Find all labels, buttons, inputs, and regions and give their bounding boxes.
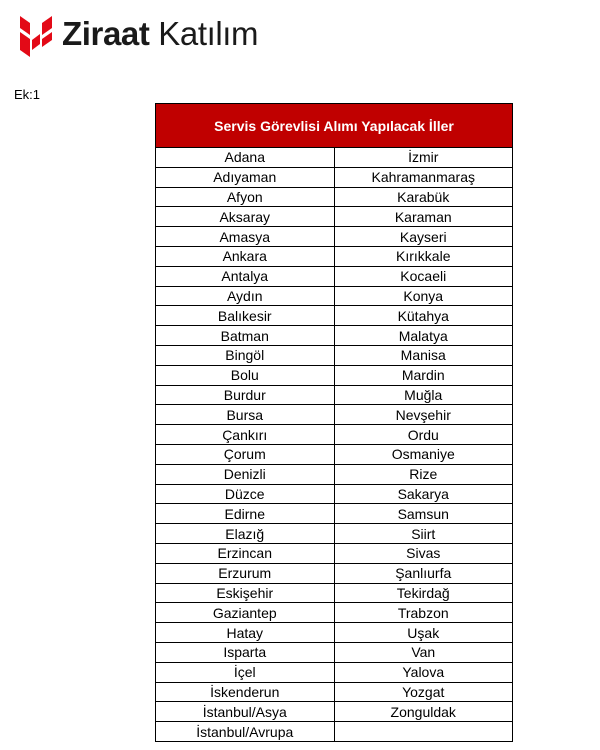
city-cell-left: Çorum bbox=[156, 444, 335, 464]
city-cell-right: Kahramanmaraş bbox=[334, 167, 513, 187]
city-cell-right: Tekirdağ bbox=[334, 583, 513, 603]
table-row bbox=[156, 484, 513, 504]
table-row bbox=[156, 583, 513, 603]
city-cell-right bbox=[334, 722, 513, 742]
city-cell-left: İskenderun bbox=[156, 682, 335, 702]
table-row bbox=[156, 623, 513, 643]
city-cell-right: Sivas bbox=[334, 543, 513, 563]
city-cell-left: Adıyaman bbox=[156, 167, 335, 187]
city-cell-right: Rize bbox=[334, 464, 513, 484]
city-cell-left: Hatay bbox=[156, 623, 335, 643]
city-cell-right: Kütahya bbox=[334, 306, 513, 326]
city-cell-right: Kocaeli bbox=[334, 266, 513, 286]
table-row bbox=[156, 167, 513, 187]
city-cell-left: Çankırı bbox=[156, 425, 335, 445]
city-cell-left: İstanbul/Asya bbox=[156, 702, 335, 722]
table-row bbox=[156, 682, 513, 702]
city-cell-right: Kırıkkale bbox=[334, 246, 513, 266]
table-row bbox=[156, 405, 513, 425]
city-cell-right: Nevşehir bbox=[334, 405, 513, 425]
table-row bbox=[156, 504, 513, 524]
table-row bbox=[156, 464, 513, 484]
table-row bbox=[156, 722, 513, 742]
city-cell-left: Gaziantep bbox=[156, 603, 335, 623]
ziraat-wheat-icon bbox=[19, 14, 53, 58]
city-cell-right: İzmir bbox=[334, 148, 513, 168]
table-row bbox=[156, 207, 513, 227]
city-cell-left: İstanbul/Avrupa bbox=[156, 722, 335, 742]
table-row bbox=[156, 425, 513, 445]
city-cell-left: Amasya bbox=[156, 227, 335, 247]
table-row bbox=[156, 365, 513, 385]
table-row bbox=[156, 286, 513, 306]
logo-brand: Ziraat bbox=[62, 15, 150, 52]
company-logo bbox=[19, 13, 279, 59]
city-cell-right: Osmaniye bbox=[334, 444, 513, 464]
city-cell-right: Manisa bbox=[334, 345, 513, 365]
table-row bbox=[156, 148, 513, 168]
city-cell-left: Bolu bbox=[156, 365, 335, 385]
table-row bbox=[156, 603, 513, 623]
table-row bbox=[156, 662, 513, 682]
city-cell-right: Karabük bbox=[334, 187, 513, 207]
city-cell-left: Düzce bbox=[156, 484, 335, 504]
city-cell-right: Sakarya bbox=[334, 484, 513, 504]
table-body bbox=[156, 148, 513, 742]
city-cell-left: Edirne bbox=[156, 504, 335, 524]
table-header-row bbox=[156, 104, 513, 148]
city-cell-right: Yalova bbox=[334, 662, 513, 682]
city-cell-right: Van bbox=[334, 642, 513, 662]
city-cell-left: Ankara bbox=[156, 246, 335, 266]
city-cell-left: Bingöl bbox=[156, 345, 335, 365]
city-cell-right: Samsun bbox=[334, 504, 513, 524]
table-row bbox=[156, 326, 513, 346]
document-label: Ek:1 bbox=[14, 87, 41, 102]
table-row bbox=[156, 524, 513, 544]
city-cell-left: Afyon bbox=[156, 187, 335, 207]
table-row bbox=[156, 227, 513, 247]
city-cell-left: Isparta bbox=[156, 642, 335, 662]
city-cell-right: Malatya bbox=[334, 326, 513, 346]
table-row bbox=[156, 642, 513, 662]
table-row bbox=[156, 266, 513, 286]
city-cell-left: Bursa bbox=[156, 405, 335, 425]
city-cell-left: Aksaray bbox=[156, 207, 335, 227]
city-cell-left: Batman bbox=[156, 326, 335, 346]
city-cell-right: Trabzon bbox=[334, 603, 513, 623]
table-row bbox=[156, 187, 513, 207]
city-cell-right: Zonguldak bbox=[334, 702, 513, 722]
table-row bbox=[156, 385, 513, 405]
table-row bbox=[156, 306, 513, 326]
city-cell-right: Konya bbox=[334, 286, 513, 306]
table-row bbox=[156, 702, 513, 722]
city-cell-right: Ordu bbox=[334, 425, 513, 445]
city-cell-left: Balıkesir bbox=[156, 306, 335, 326]
city-cell-left: Elazığ bbox=[156, 524, 335, 544]
city-cell-right: Yozgat bbox=[334, 682, 513, 702]
table-header: Servis Görevlisi Alımı Yapılacak İller bbox=[156, 104, 513, 148]
city-cell-left: Aydın bbox=[156, 286, 335, 306]
logo-name: Katılım bbox=[158, 15, 259, 52]
city-cell-left: Antalya bbox=[156, 266, 335, 286]
city-cell-left: Erzurum bbox=[156, 563, 335, 583]
city-cell-left: İçel bbox=[156, 662, 335, 682]
logo-wordmark bbox=[62, 15, 258, 53]
city-cell-right: Muğla bbox=[334, 385, 513, 405]
table-row bbox=[156, 543, 513, 563]
table-row bbox=[156, 444, 513, 464]
table-row bbox=[156, 345, 513, 365]
city-cell-right: Kayseri bbox=[334, 227, 513, 247]
table-row bbox=[156, 246, 513, 266]
city-cell-right: Mardin bbox=[334, 365, 513, 385]
city-cell-right: Karaman bbox=[334, 207, 513, 227]
city-cell-left: Eskişehir bbox=[156, 583, 335, 603]
city-cell-left: Denizli bbox=[156, 464, 335, 484]
city-cell-left: Erzincan bbox=[156, 543, 335, 563]
city-cell-right: Uşak bbox=[334, 623, 513, 643]
city-cell-right: Şanlıurfa bbox=[334, 563, 513, 583]
table-row bbox=[156, 563, 513, 583]
city-cell-left: Burdur bbox=[156, 385, 335, 405]
cities-table bbox=[155, 103, 513, 742]
city-cell-right: Siirt bbox=[334, 524, 513, 544]
city-cell-left: Adana bbox=[156, 148, 335, 168]
